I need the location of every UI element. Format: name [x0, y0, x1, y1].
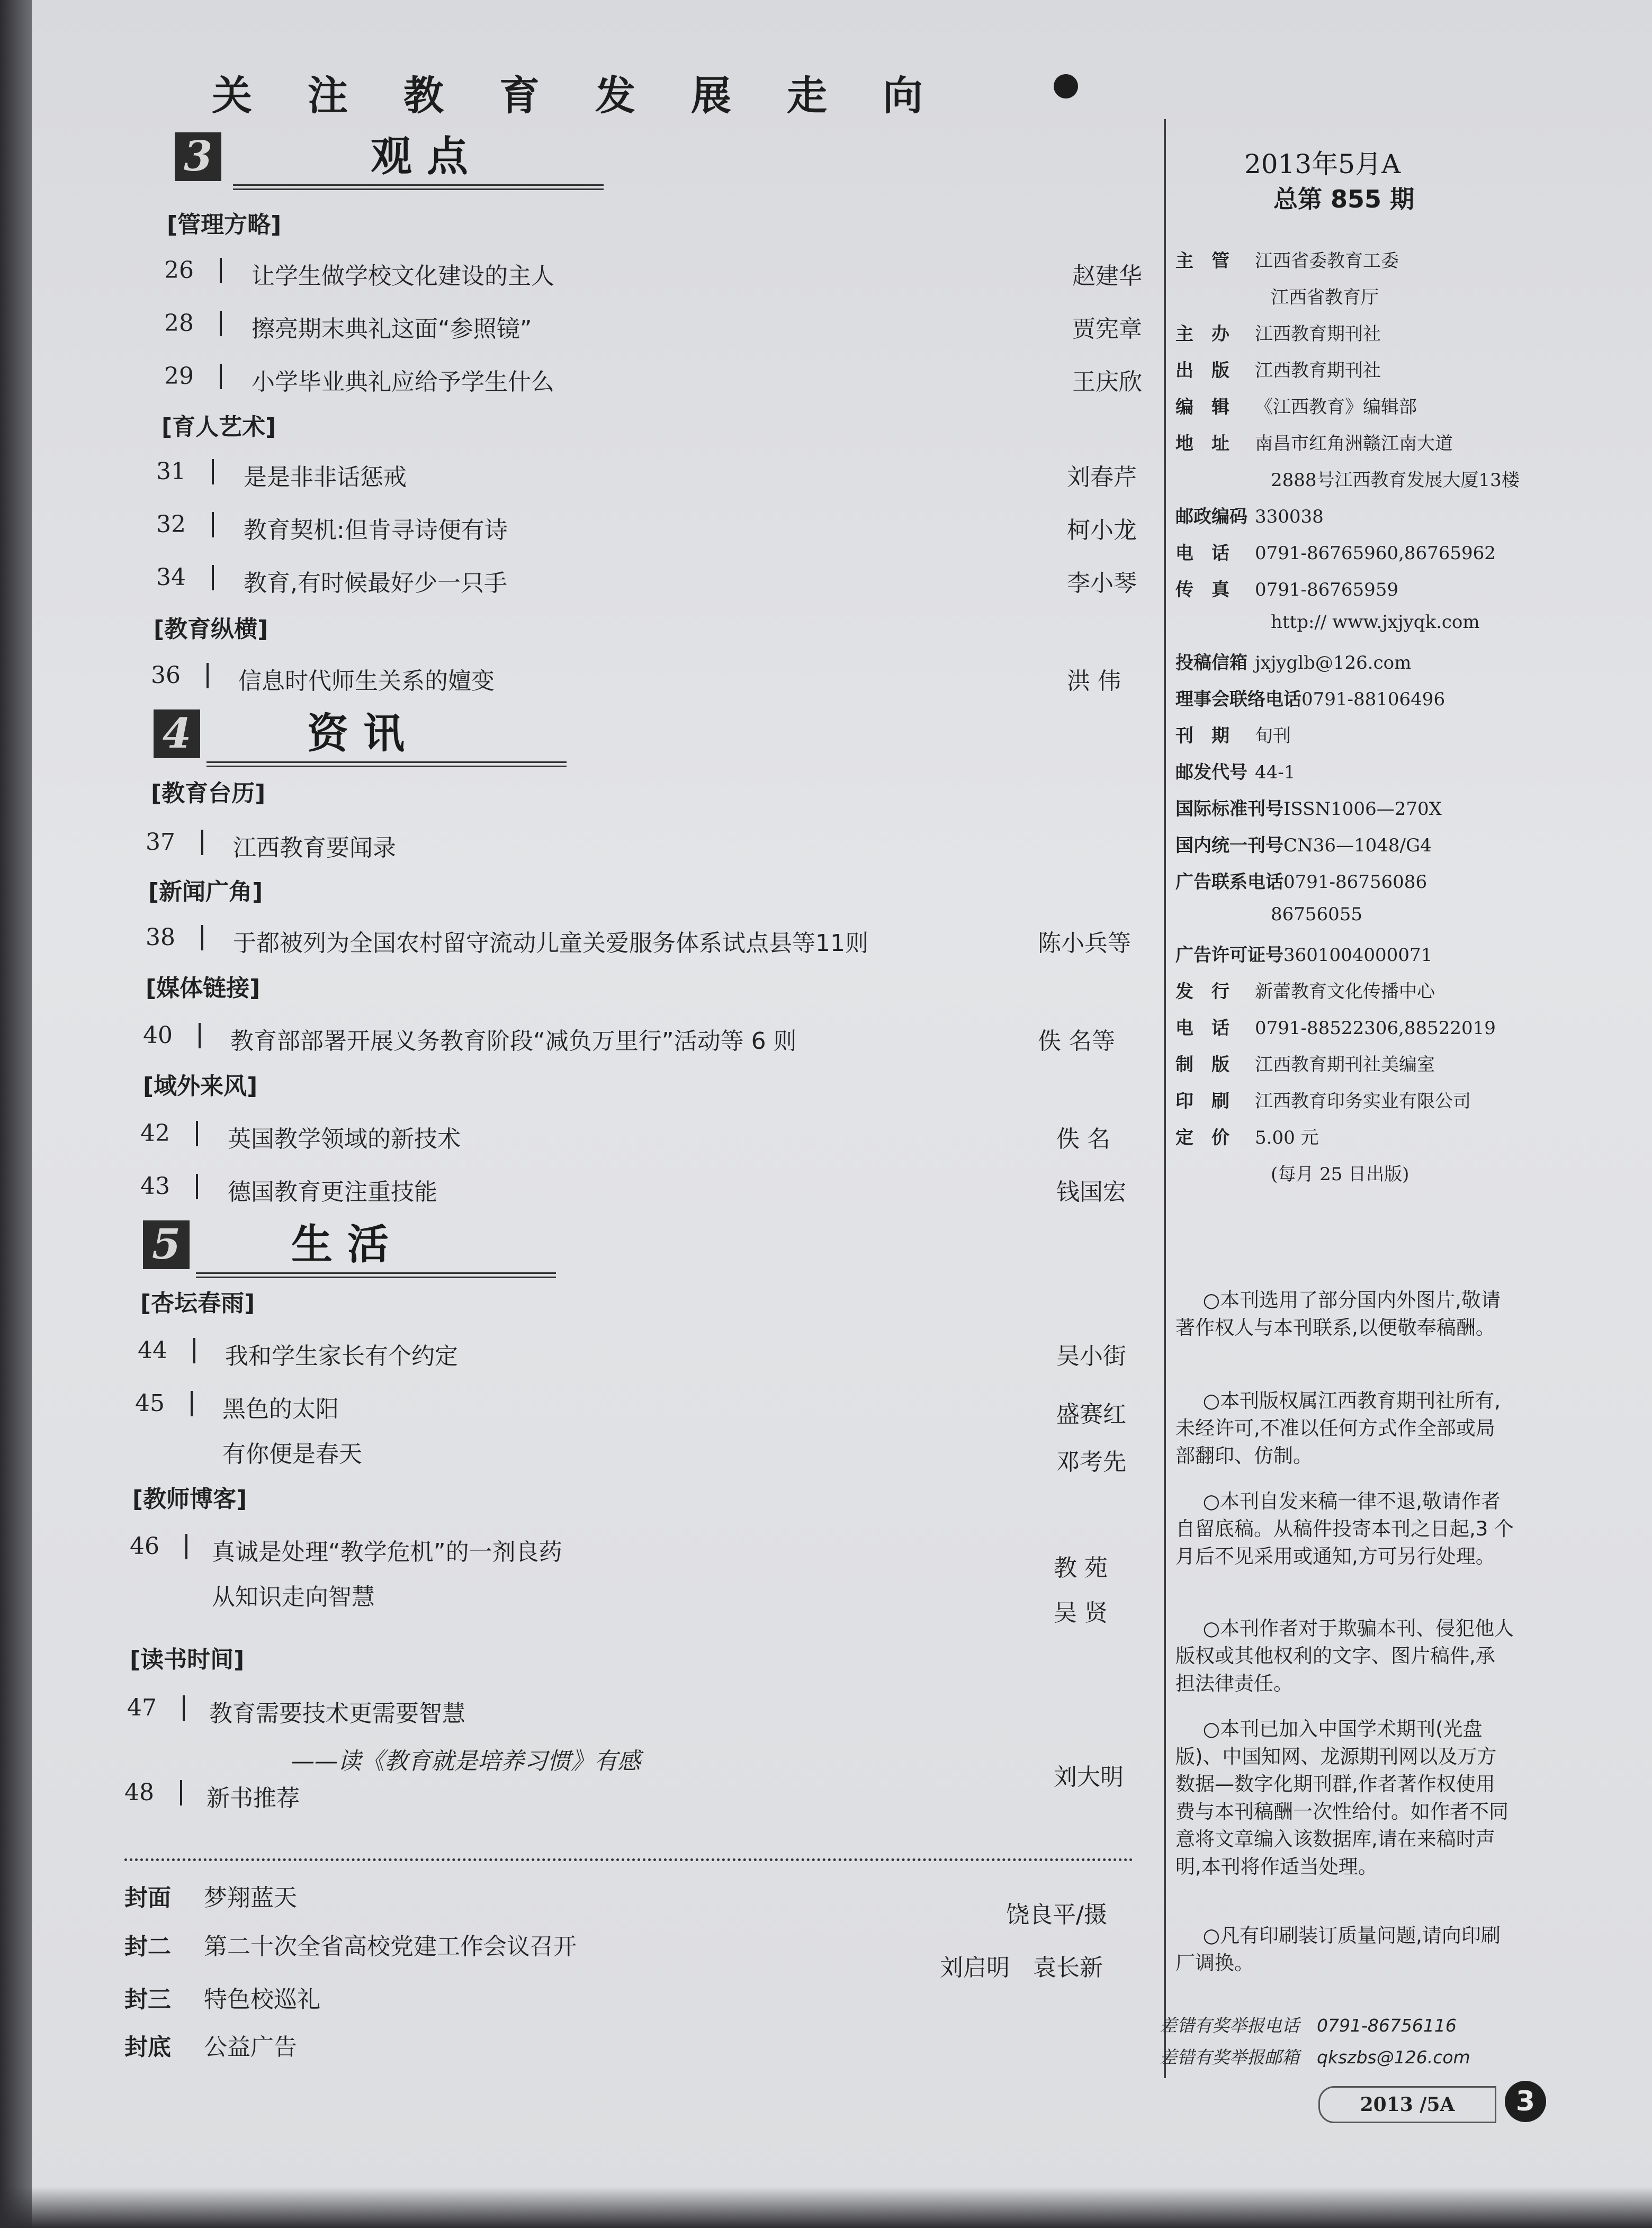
notice-paragraph: ○本刊自发来稿一律不退,敬请作者自留底稿。从稿件投寄本刊之日起,3 个月后不见采用或通知,方可另行处理。: [1175, 1490, 1514, 1568]
masthead-value: 江西省教育厅: [1271, 287, 1379, 308]
masthead-label: 主 管: [1175, 250, 1229, 272]
masthead-row: [1175, 721, 1291, 747]
entry-title: 是是非非话惩戒: [244, 464, 407, 491]
entry-author: 陈小兵等: [1038, 930, 1131, 957]
masthead-label: 电 话: [1175, 1018, 1229, 1039]
masthead-row: [1175, 1013, 1496, 1039]
masthead-row: [1175, 758, 1295, 784]
entry-author: 柯小龙: [1067, 517, 1137, 544]
masthead-label: 广告许可证号: [1175, 945, 1283, 966]
toc-entry[interactable]: [127, 1694, 1128, 1791]
entry-page: 26: [164, 257, 194, 284]
entry-title: 让学生做学校文化建设的主人: [252, 263, 554, 290]
masthead-label: 制 版: [1175, 1054, 1229, 1075]
masthead-label: 传 真: [1175, 579, 1229, 600]
masthead-row: [1175, 429, 1453, 455]
masthead-label: 发 行: [1175, 981, 1229, 1002]
masthead-value: 86756055: [1271, 904, 1363, 925]
category-label: [教师博客]: [132, 1486, 247, 1513]
entry-page: 37: [146, 829, 175, 856]
entry-page: 29: [164, 363, 194, 390]
notice-paragraph: ○本刊已加入中国学术期刊(光盘版)、中国知网、龙源期刊网以及万方数据—数字化期刊群,作者著作权使用费与本刊稿酬一次性给付。如作者不同意将文章编入该数据库,请在来稿时声明,本刊将作适当处理。: [1175, 1718, 1509, 1878]
masthead-row: [1175, 977, 1435, 1003]
masthead-row: [1175, 904, 1362, 925]
masthead-label: 理事会联络电话: [1175, 689, 1301, 710]
masthead-value: (每月 25 日出版): [1271, 1164, 1409, 1185]
masthead-value: CN36—1048/G4: [1283, 835, 1432, 856]
masthead-label: 国内统一刊号: [1175, 835, 1283, 856]
entry-page: 42: [140, 1120, 170, 1147]
masthead-row: [1175, 392, 1417, 418]
entry-page: 44: [138, 1337, 167, 1364]
masthead-value: 江西省委教育工委: [1255, 250, 1399, 272]
entry-title: 黑色的太阳: [222, 1396, 339, 1423]
entry-title: 德国教育更注重技能: [228, 1179, 437, 1206]
section-title: 观点: [371, 133, 483, 181]
masthead-row: [1175, 575, 1398, 601]
entry-title: 教育,有时候最好少一只手: [244, 570, 507, 597]
entry-author: 佚 名等: [1038, 1028, 1115, 1055]
toc-entry[interactable]: [156, 511, 1157, 548]
cover-inside-back: 封三 特色校巡礼: [124, 1986, 320, 2013]
entry-title: 教育需要技术更需要智慧: [209, 1700, 465, 1727]
category-label: [教育台历]: [151, 780, 266, 807]
entry-page: 45: [135, 1390, 165, 1417]
masthead-label: 编 辑: [1175, 397, 1229, 418]
notice-paragraph: ○本刊选用了部分国内外图片,敬请著作权人与本刊联系,以便敬奉稿酬。: [1175, 1289, 1501, 1339]
section-header-4: [154, 709, 641, 773]
toc-entry[interactable]: [164, 363, 1165, 400]
entry-author: 刘春芹: [1067, 464, 1137, 491]
masthead-label: 邮发代号: [1175, 762, 1247, 783]
section-number: 5: [143, 1220, 190, 1269]
masthead-value: 0791-86765959: [1255, 579, 1399, 600]
masthead-row: [1175, 538, 1496, 564]
category-label: [管理方略]: [167, 211, 282, 238]
entry-page: 34: [156, 564, 186, 591]
entry-title: 新书推荐: [206, 1785, 300, 1812]
report-phone: 差错有奖举报电话 0791-86756116: [1160, 2015, 1457, 2036]
toc-entry[interactable]: [138, 1337, 1138, 1374]
masthead-value: 0791-88522306,88522019: [1255, 1018, 1496, 1039]
notice-paragraph: ○凡有印刷装订质量问题,请向印刷厂调换。: [1175, 1924, 1501, 1974]
toc-entry[interactable]: [151, 662, 1152, 699]
masthead-value: 2888号江西教育发展大厦13楼: [1271, 470, 1520, 491]
masthead-value: 江西教育期刊社美编室: [1255, 1054, 1435, 1075]
masthead-label: 刊 期: [1175, 725, 1229, 747]
entry-sub-author: 邓考先: [1056, 1449, 1126, 1476]
masthead-row: [1175, 940, 1432, 966]
column-divider: [1164, 119, 1166, 2078]
entry-author: 教 苑: [1054, 1555, 1108, 1582]
masthead-row: [1175, 648, 1411, 674]
masthead-label: 主 办: [1175, 324, 1229, 345]
masthead-row: [1175, 867, 1427, 893]
masthead-value: 5.00 元: [1255, 1127, 1319, 1148]
entry-page: 36: [151, 662, 181, 689]
masthead-row: [1175, 283, 1379, 309]
issue-number: 总第 855 期: [1273, 185, 1415, 213]
masthead-value: 0791-86765960,86765962: [1255, 543, 1496, 564]
masthead-value: 新蕾教育文化传播中心: [1255, 981, 1435, 1002]
entry-author: 赵建华: [1072, 263, 1142, 290]
entry-page: 47: [127, 1694, 157, 1721]
entry-separator: [196, 1174, 198, 1199]
entry-separator: [201, 925, 203, 950]
masthead-value: 3601004000071: [1283, 945, 1433, 966]
entry-title: 教育契机:但肯寻诗便有诗: [244, 517, 508, 544]
masthead-label: 电 话: [1175, 543, 1229, 564]
toc-entry[interactable]: [146, 924, 1146, 961]
header-slogan: 关注教育发展走向: [212, 72, 978, 119]
toc-entry[interactable]: [143, 1022, 1144, 1059]
masthead-value: ISSN1006—270X: [1283, 798, 1442, 820]
entry-title: 信息时代师生关系的嬗变: [238, 668, 495, 695]
entry-separator: [220, 311, 222, 336]
cover-inside-front-credit: 刘启明 袁长新: [940, 1954, 1103, 1981]
entry-separator: [212, 565, 214, 590]
masthead-label: 邮政编码: [1175, 506, 1247, 527]
entry-separator: [220, 364, 222, 389]
entry-title: 小学毕业典礼应给予学生什么: [252, 369, 554, 396]
entry-title: 我和学生家长有个约定: [225, 1343, 458, 1370]
toc-entry[interactable]: [164, 257, 1165, 294]
entry-title: 擦亮期末典礼这面“参照镜”: [252, 316, 532, 343]
entry-title: 真诚是处理“教学危机”的一剂良药: [212, 1539, 562, 1566]
report-email: 差错有奖举报邮箱 qkszbs@126.com: [1160, 2047, 1470, 2068]
masthead-row: [1175, 831, 1432, 857]
entry-separator: [196, 1121, 198, 1146]
toc-entry[interactable]: [156, 458, 1157, 495]
notice-paragraph: ○本刊版权属江西教育期刊社所有,未经许可,不准以任何方式作全部或局部翻印、仿制。: [1175, 1389, 1501, 1467]
masthead-label: 出 版: [1175, 360, 1229, 381]
category-label: [育人艺术]: [161, 414, 276, 441]
section-rule: [233, 184, 604, 190]
masthead-value: 南昌市红角洲赣江南大道: [1255, 433, 1453, 454]
entry-title: 江西教育要闻录: [233, 834, 396, 861]
entry-page: 38: [146, 924, 175, 951]
masthead-label: 广告联系电话: [1175, 872, 1283, 893]
category-label: [杏坛春雨]: [140, 1290, 255, 1317]
entry-separator: [183, 1695, 185, 1721]
cover-back: 封底 公益广告: [124, 2034, 297, 2061]
cover-front-credit: 饶良平/摄: [1006, 1901, 1107, 1928]
entry-sub-author: 吴 贤: [1054, 1600, 1108, 1627]
masthead-row: [1175, 1050, 1435, 1076]
entry-separator: [191, 1391, 193, 1416]
masthead-row: [1175, 1160, 1409, 1185]
entry-subtitle: 有你便是春天: [222, 1441, 362, 1468]
category-label: [域外来风]: [143, 1073, 258, 1100]
entry-page: 48: [124, 1779, 154, 1806]
masthead-label: 印 刷: [1175, 1091, 1229, 1112]
masthead-row: [1175, 319, 1381, 345]
masthead-label: 投稿信箱: [1175, 652, 1247, 673]
section-rule: [206, 761, 567, 767]
toc-entry[interactable]: [146, 829, 1146, 866]
masthead-value: 0791-86756086: [1283, 872, 1427, 893]
masthead-value: 江西教育印务实业有限公司: [1255, 1091, 1471, 1112]
entry-author: 佚 名: [1056, 1126, 1110, 1153]
masthead-value: 江西教育期刊社: [1255, 360, 1381, 381]
entry-separator: [220, 258, 222, 283]
masthead-label: 定 价: [1175, 1127, 1229, 1148]
page-gutter: [0, 0, 32, 2228]
cover-inside-front: 封二 第二十次全省高校党建工作会议召开: [124, 1933, 577, 1960]
entry-page: 31: [156, 458, 186, 485]
toc-entry[interactable]: [140, 1173, 1141, 1210]
section-number: 3: [175, 132, 221, 181]
entry-separator: [206, 663, 209, 688]
entry-separator: [201, 830, 203, 855]
category-label: [媒体链接]: [146, 975, 261, 1002]
notice-paragraph: ○本刊作者对于欺骗本刊、侵犯他人版权或其他权利的文字、图片稿件,承担法律责任。: [1175, 1617, 1514, 1695]
cover-front: 封面 梦翔蓝天: [124, 1884, 297, 1911]
entry-author: 钱国宏: [1056, 1179, 1126, 1206]
entry-page: 40: [143, 1022, 173, 1049]
section-header-3: [175, 132, 662, 196]
masthead-value: 44-1: [1255, 762, 1296, 783]
toc-entry[interactable]: [135, 1390, 1136, 1476]
bullet-dot-icon: [1054, 74, 1078, 98]
entry-author: 李小琴: [1067, 570, 1137, 597]
masthead-row: [1175, 1086, 1471, 1112]
entry-separator: [212, 512, 214, 537]
table-of-contents: [122, 122, 1142, 2081]
masthead-value: http:// www.jxjyqk.com: [1271, 612, 1480, 633]
issue-date: 2013年5月A: [1244, 149, 1401, 179]
entry-author: 贾宪章: [1072, 316, 1142, 343]
category-label: [读书时间]: [130, 1646, 245, 1673]
masthead-row: [1175, 794, 1442, 820]
entry-page: 32: [156, 511, 186, 538]
masthead-value: 0791-88106496: [1301, 689, 1446, 710]
toc-entry[interactable]: [140, 1120, 1141, 1157]
entry-page: 46: [130, 1533, 159, 1560]
toc-entry[interactable]: [156, 564, 1157, 601]
issue-tab: 2013 /5A: [1318, 2086, 1496, 2123]
masthead-row: [1175, 356, 1381, 382]
entry-author: 吴小街: [1056, 1343, 1126, 1370]
masthead-row: [1175, 612, 1480, 633]
section-number: 4: [154, 709, 200, 758]
section-header-5: [143, 1220, 630, 1284]
masthead-row: [1175, 465, 1520, 491]
section-title: 资讯: [307, 710, 420, 758]
masthead-value: 江西教育期刊社: [1255, 324, 1381, 345]
entry-separator: [180, 1780, 182, 1805]
entry-title: 英国教学领域的新技术: [228, 1126, 461, 1153]
category-label: [新闻广角]: [148, 878, 263, 905]
entry-author: 王庆欣: [1072, 369, 1142, 396]
page-shadow: [0, 2187, 1652, 2228]
entry-author: 盛赛红: [1056, 1401, 1126, 1428]
entry-author: 刘大明: [1054, 1764, 1124, 1791]
entry-page: 28: [164, 310, 194, 337]
masthead-value: jxjyglb@126.com: [1255, 652, 1412, 673]
entry-author: 洪 伟: [1067, 668, 1121, 695]
masthead-value: 旬刊: [1255, 725, 1291, 747]
masthead-label: 国际标准刊号: [1175, 798, 1283, 820]
dotted-separator: [124, 1858, 1133, 1861]
entry-title: 教育部部署开展义务教育阶段“减负万里行”活动等 6 则: [230, 1028, 797, 1055]
toc-entry[interactable]: [130, 1533, 1130, 1627]
masthead-row: [1175, 1123, 1319, 1149]
entry-separator: [199, 1023, 201, 1048]
entry-separator: [212, 459, 214, 484]
masthead-row: [1175, 246, 1399, 272]
entry-separator: [193, 1338, 195, 1363]
masthead-value: 《江西教育》编辑部: [1255, 397, 1417, 418]
masthead-row: [1175, 502, 1324, 528]
entry-subtitle: ——读《教育就是培养习惯》有感: [291, 1748, 641, 1775]
entry-separator: [185, 1534, 187, 1559]
category-label: [教育纵横]: [154, 616, 268, 643]
masthead-label: 地 址: [1175, 433, 1229, 454]
masthead-value: 330038: [1255, 506, 1324, 527]
section-title: 生活: [291, 1221, 404, 1269]
masthead-row: [1175, 685, 1445, 711]
toc-entry[interactable]: [164, 310, 1165, 347]
entry-subtitle: 从知识走向智慧: [212, 1584, 375, 1611]
entry-page: 43: [140, 1173, 170, 1200]
toc-entry[interactable]: [124, 1779, 1125, 1816]
page-number: 3: [1505, 2081, 1546, 2122]
section-rule: [196, 1272, 556, 1278]
entry-title: 于都被列为全国农村留守流动儿童关爱服务体系试点县等11则: [233, 930, 868, 957]
